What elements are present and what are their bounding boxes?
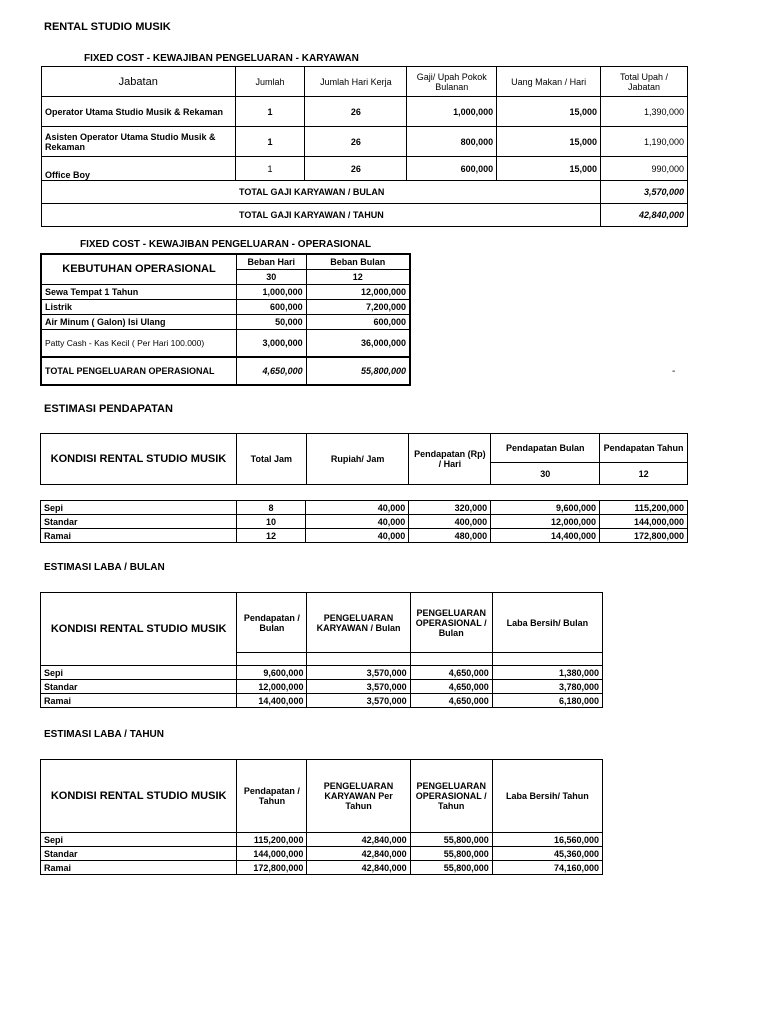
sub-tahun: 12 xyxy=(600,463,688,485)
document-title: RENTAL STUDIO MUSIK xyxy=(44,21,171,33)
total-tahun-value: 42,840,000 xyxy=(601,204,688,227)
header-laba-bersih: Laba Bersih/ Tahun xyxy=(492,760,602,833)
cell-kondisi: Sepi xyxy=(41,833,237,847)
header-pengeluaran-karyawan: PENGELUARAN KARYAWAN Per Tahun xyxy=(307,760,410,833)
cell-bulan: 7,200,000 xyxy=(306,299,410,314)
cell-pendapatan: 9,600,000 xyxy=(237,666,307,680)
table-row xyxy=(41,847,603,861)
header-uang-makan: Uang Makan / Hari xyxy=(497,67,601,97)
table-row xyxy=(41,501,688,515)
laba-bulan-table xyxy=(40,592,603,708)
header-beban-bulan: Beban Bulan xyxy=(306,254,410,269)
cell-laba: 1,380,000 xyxy=(492,666,602,680)
cell-kondisi: Standar xyxy=(41,680,237,694)
header-pendapatan-bulan: Pendapatan Bulan xyxy=(491,434,600,463)
header-pendapatan: Pendapatan / Bulan xyxy=(237,593,307,653)
total-bulan-row xyxy=(42,181,688,204)
header-total-jam: Total Jam xyxy=(236,434,306,485)
cell-jabatan: Office Boy xyxy=(42,157,236,181)
header-kondisi: KONDISI RENTAL STUDIO MUSIK xyxy=(41,760,237,833)
pendapatan-header-table xyxy=(40,433,688,485)
cell-tahun: 172,800,000 xyxy=(600,529,688,543)
cell-hari: 400,000 xyxy=(409,515,491,529)
table-row xyxy=(41,833,603,847)
total-hari: 4,650,000 xyxy=(237,357,307,385)
cell-label: Listrik xyxy=(41,299,237,314)
cell-pendapatan: 172,800,000 xyxy=(237,861,307,875)
cell-jabatan: Operator Utama Studio Musik & Rekaman xyxy=(42,97,236,127)
cell-hari: 26 xyxy=(305,97,407,127)
header-pengeluaran-karyawan: PENGELUARAN KARYAWAN / Bulan xyxy=(307,593,410,653)
cell-bulan: 600,000 xyxy=(306,314,410,329)
cell-pendapatan: 115,200,000 xyxy=(237,833,307,847)
cell-rupiah: 40,000 xyxy=(306,501,409,515)
cell-kondisi: Ramai xyxy=(41,861,237,875)
header-gaji: Gaji/ Upah Pokok Bulanan xyxy=(407,67,497,97)
karyawan-heading: FIXED COST - KEWAJIBAN PENGELUARAN - KARYAWAN xyxy=(84,53,359,64)
total-tahun-row xyxy=(42,204,688,227)
cell-hari: 50,000 xyxy=(237,314,307,329)
table-row xyxy=(41,694,603,708)
cell-hari: 600,000 xyxy=(237,299,307,314)
cell-jumlah: 1 xyxy=(235,127,305,157)
table-row xyxy=(41,666,603,680)
cell-pendapatan: 12,000,000 xyxy=(237,680,307,694)
table-row xyxy=(42,127,688,157)
cell-laba: 16,560,000 xyxy=(492,833,602,847)
total-bulan-label: TOTAL GAJI KARYAWAN / BULAN xyxy=(235,181,601,204)
header-hari-kerja: Jumlah Hari Kerja xyxy=(305,67,407,97)
table-row xyxy=(42,157,688,181)
header-kondisi: KONDISI RENTAL STUDIO MUSIK xyxy=(41,593,237,666)
header-kebutuhan: KEBUTUHAN OPERASIONAL xyxy=(41,254,237,284)
total-bulan-value: 3,570,000 xyxy=(601,181,688,204)
header-jabatan: Jabatan xyxy=(42,67,236,97)
total-bulan: 55,800,000 xyxy=(306,357,410,385)
cell-operasional: 55,800,000 xyxy=(410,847,492,861)
total-tahun-label: TOTAL GAJI KARYAWAN / TAHUN xyxy=(235,204,601,227)
cell-kondisi: Sepi xyxy=(41,666,237,680)
cell-hari: 480,000 xyxy=(409,529,491,543)
laba-tahun-header-row xyxy=(41,760,603,833)
table-row xyxy=(41,861,603,875)
table-row xyxy=(41,529,688,543)
cell-jam: 12 xyxy=(236,529,306,543)
header-jumlah: Jumlah xyxy=(235,67,305,97)
pendapatan-heading: ESTIMASI PENDAPATAN xyxy=(44,403,173,415)
header-pengeluaran-operasional: PENGELUARAN OPERASIONAL / Tahun xyxy=(410,760,492,833)
header-kondisi: KONDISI RENTAL STUDIO MUSIK xyxy=(41,434,237,485)
laba-tahun-heading: ESTIMASI LABA / TAHUN xyxy=(44,729,164,740)
cell-laba: 74,160,000 xyxy=(492,861,602,875)
cell-jabatan: Asisten Operator Utama Studio Musik & Rekaman xyxy=(42,127,236,157)
cell-kondisi: Ramai xyxy=(41,529,237,543)
table-row xyxy=(41,314,410,329)
cell-bulan: 9,600,000 xyxy=(491,501,600,515)
cell-karyawan: 42,840,000 xyxy=(307,861,410,875)
laba-bulan-header-row xyxy=(41,593,603,653)
cell-kondisi: Standar xyxy=(41,515,237,529)
table-row xyxy=(41,329,410,357)
header-pengeluaran-operasional: PENGELUARAN OPERASIONAL / Bulan xyxy=(410,593,492,653)
cell-kondisi: Standar xyxy=(41,847,237,861)
cell-laba: 3,780,000 xyxy=(492,680,602,694)
header-total-upah: Total Upah / Jabatan xyxy=(601,67,688,97)
cell-gaji: 1,000,000 xyxy=(407,97,497,127)
sub-bulan: 12 xyxy=(306,269,410,284)
cell-karyawan: 42,840,000 xyxy=(307,833,410,847)
cell-operasional: 4,650,000 xyxy=(410,680,492,694)
cell-label: Patty Cash - Kas Kecil ( Per Hari 100.000) xyxy=(41,329,237,357)
cell-kondisi: Sepi xyxy=(41,501,237,515)
cell-hari: 320,000 xyxy=(409,501,491,515)
cell-jumlah: 1 xyxy=(235,157,305,181)
cell-total: 1,390,000 xyxy=(601,97,688,127)
cell-jumlah: 1 xyxy=(235,97,305,127)
table-row xyxy=(41,515,688,529)
cell-total: 1,190,000 xyxy=(601,127,688,157)
table-row xyxy=(41,680,603,694)
cell-hari: 3,000,000 xyxy=(237,329,307,357)
pendapatan-header-row xyxy=(41,434,688,463)
karyawan-table xyxy=(41,66,688,227)
cell-tahun: 144,000,000 xyxy=(600,515,688,529)
cell-operasional: 4,650,000 xyxy=(410,694,492,708)
cell-karyawan: 42,840,000 xyxy=(307,847,410,861)
cell-laba: 6,180,000 xyxy=(492,694,602,708)
cell-hari: 1,000,000 xyxy=(237,284,307,299)
table-row xyxy=(41,299,410,314)
cell-karyawan: 3,570,000 xyxy=(307,680,410,694)
cell-label: Sewa Tempat 1 Tahun xyxy=(41,284,237,299)
karyawan-header-row xyxy=(42,67,688,97)
operasional-table xyxy=(40,253,411,386)
operasional-total-row xyxy=(41,357,410,385)
header-pendapatan: Pendapatan / Tahun xyxy=(237,760,307,833)
cell-operasional: 4,650,000 xyxy=(410,666,492,680)
cell-operasional: 55,800,000 xyxy=(410,833,492,847)
cell-bulan: 12,000,000 xyxy=(306,284,410,299)
sub-bulan: 30 xyxy=(491,463,600,485)
cell-gaji: 800,000 xyxy=(407,127,497,157)
cell-karyawan: 3,570,000 xyxy=(307,694,410,708)
sub-hari: 30 xyxy=(237,269,307,284)
table-row xyxy=(42,97,688,127)
header-laba-bersih: Laba Bersih/ Bulan xyxy=(492,593,602,653)
cell-kondisi: Ramai xyxy=(41,694,237,708)
cell-pendapatan: 14,400,000 xyxy=(237,694,307,708)
cell-bulan: 14,400,000 xyxy=(491,529,600,543)
cell-makan: 15,000 xyxy=(497,127,601,157)
header-pendapatan-tahun: Pendapatan Tahun xyxy=(600,434,688,463)
cell-pendapatan: 144,000,000 xyxy=(237,847,307,861)
cell-total: 990,000 xyxy=(601,157,688,181)
cell-rupiah: 40,000 xyxy=(306,529,409,543)
pendapatan-table xyxy=(40,500,688,543)
cell-label: Air Minum ( Galon) Isi Ulang xyxy=(41,314,237,329)
header-pendapatan-hari: Pendapatan (Rp) / Hari xyxy=(409,434,491,485)
cell-makan: 15,000 xyxy=(497,97,601,127)
cell-makan: 15,000 xyxy=(497,157,601,181)
laba-bulan-heading: ESTIMASI LABA / BULAN xyxy=(44,562,165,573)
operasional-heading: FIXED COST - KEWAJIBAN PENGELUARAN - OPERASIONAL xyxy=(80,239,372,250)
total-label: TOTAL PENGELUARAN OPERASIONAL xyxy=(41,357,237,385)
cell-hari: 26 xyxy=(305,157,407,181)
dash-mark: - xyxy=(672,366,676,377)
cell-laba: 45,360,000 xyxy=(492,847,602,861)
header-beban-hari: Beban Hari xyxy=(237,254,307,269)
cell-rupiah: 40,000 xyxy=(306,515,409,529)
cell-bulan: 36,000,000 xyxy=(306,329,410,357)
table-row xyxy=(41,284,410,299)
header-rupiah-jam: Rupiah/ Jam xyxy=(306,434,409,485)
cell-karyawan: 3,570,000 xyxy=(307,666,410,680)
cell-gaji: 600,000 xyxy=(407,157,497,181)
cell-operasional: 55,800,000 xyxy=(410,861,492,875)
cell-jam: 8 xyxy=(236,501,306,515)
cell-hari: 26 xyxy=(305,127,407,157)
cell-jam: 10 xyxy=(236,515,306,529)
cell-bulan: 12,000,000 xyxy=(491,515,600,529)
operasional-header-row xyxy=(41,254,410,269)
laba-tahun-table xyxy=(40,759,603,875)
cell-tahun: 115,200,000 xyxy=(600,501,688,515)
